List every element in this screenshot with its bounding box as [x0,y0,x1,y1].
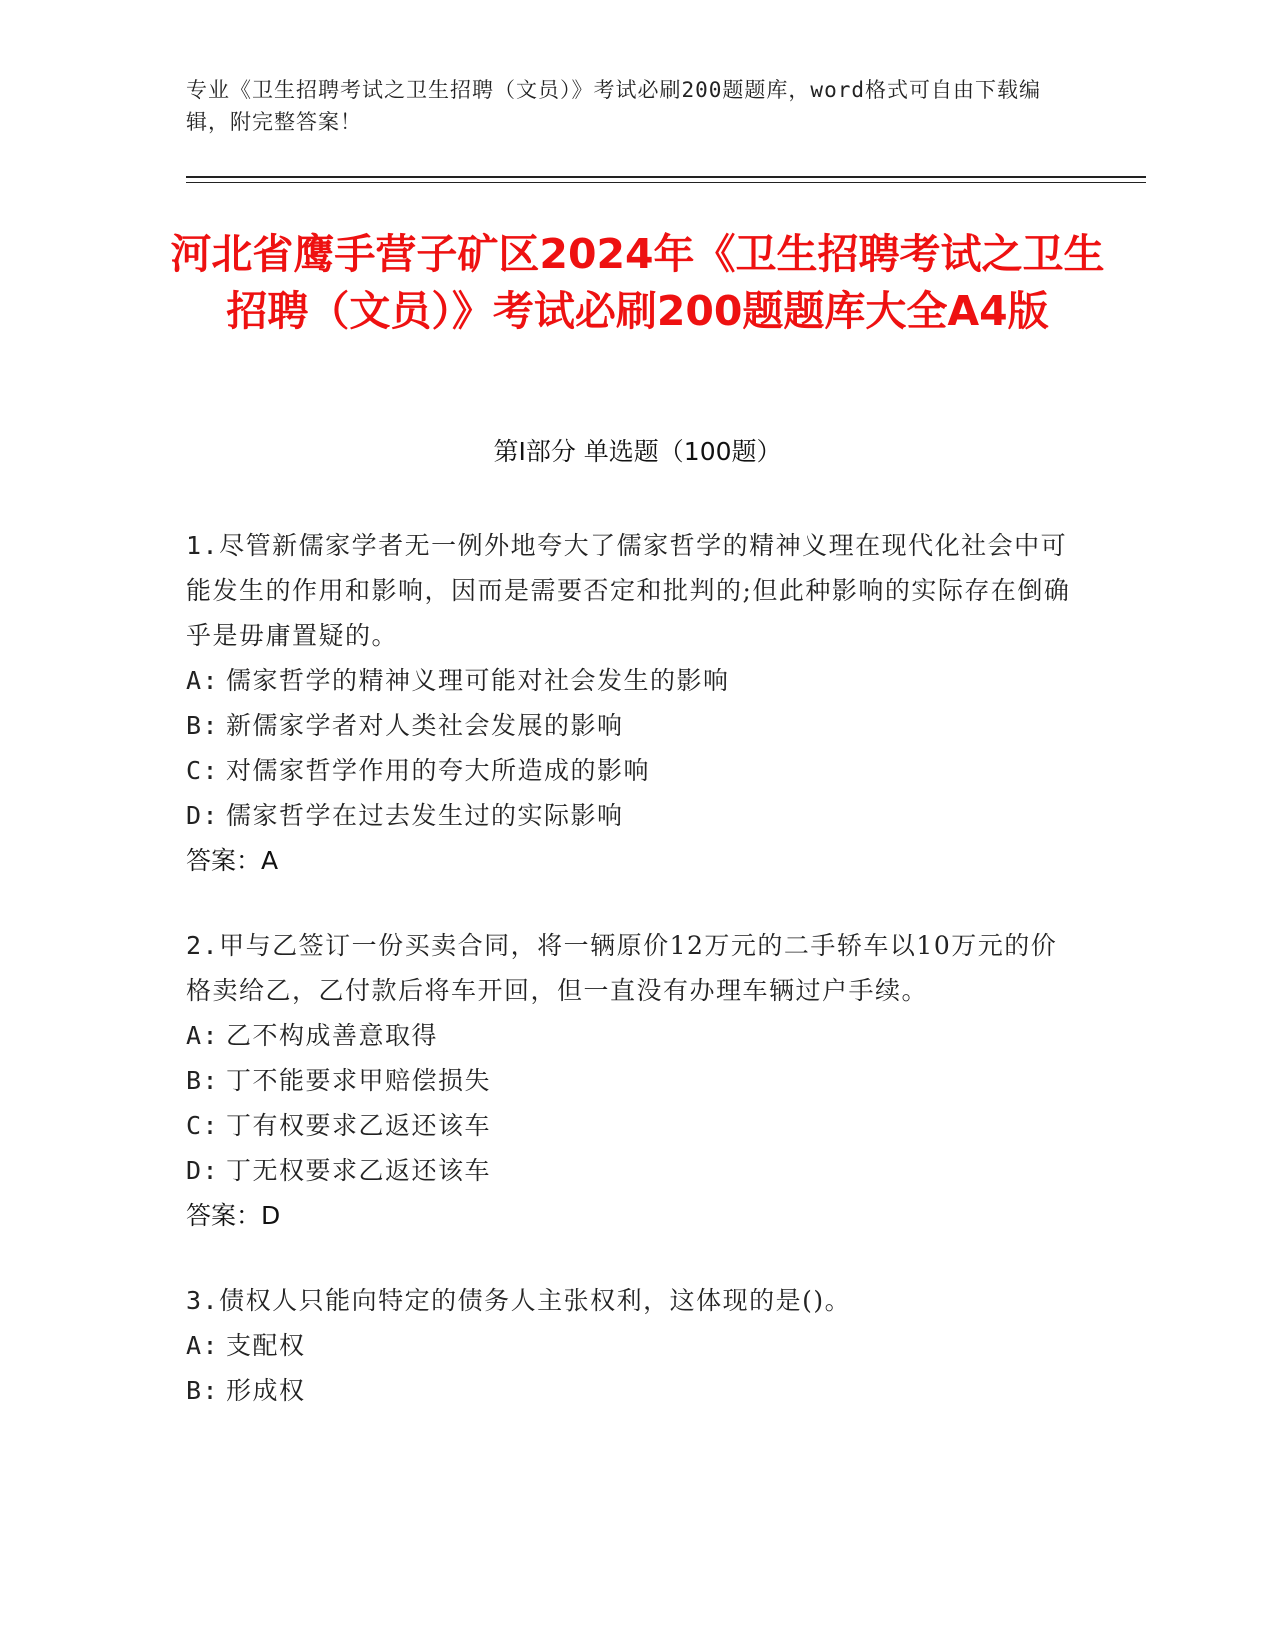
question-number: 1. [186,531,220,560]
option-a [186,658,1076,703]
document-title: 河北省鹰手营子矿区2024年《卫生招聘考试之卫生招聘（文员）》考试必刷200题题库大全A4版 [170,230,1105,335]
option-c [186,1103,1076,1148]
option-text: 丁有权要求乙返还该车 [226,1111,492,1140]
question-text: 甲与乙签订一份买卖合同，将一辆原价12万元的二手轿车以10万元的价格卖给乙，乙付款后将车开回，但一直没有办理车辆过户手续。 [186,931,1058,1005]
header-rule-thick [186,176,1146,178]
question-text: 债权人只能向特定的债务人主张权利，这体现的是()。 [219,1286,852,1315]
header-rule-thin [186,182,1146,183]
option-b [186,1058,1076,1103]
question-stem [186,1278,1076,1323]
question-text: 尽管新儒家学者无一例外地夸大了儒家哲学的精神义理在现代化社会中可能发生的作用和影响，因而是需要否定和批判的;但此种影响的实际存在倒确乎是毋庸置疑的。 [186,531,1071,650]
question-1 [186,523,1076,883]
option-letter: B: [186,711,220,740]
option-letter: D: [186,1156,220,1185]
option-letter: B: [186,1066,220,1095]
option-text: 乙不构成善意取得 [226,1021,439,1050]
option-letter: C: [186,1111,220,1140]
question-number: 3. [186,1286,220,1315]
question-stem [186,523,1076,658]
option-text: 新儒家学者对人类社会发展的影响 [226,711,624,740]
option-text: 丁无权要求乙返还该车 [226,1156,492,1185]
option-text: 儒家哲学的精神义理可能对社会发生的影响 [226,666,730,695]
option-text: 对儒家哲学作用的夸大所造成的影响 [226,756,651,785]
question-number: 2. [186,931,220,960]
option-letter: D: [186,801,220,830]
question-2 [186,923,1076,1238]
answer-line: 答案：A [186,846,279,875]
option-d [186,793,1076,838]
option-b [186,1368,1076,1413]
option-letter: B: [186,1376,220,1405]
option-a [186,1013,1076,1058]
option-b [186,703,1076,748]
option-letter: A: [186,1331,220,1360]
option-text: 支配权 [226,1331,306,1360]
option-c [186,748,1076,793]
option-letter: C: [186,756,220,785]
option-text: 丁不能要求甲赔偿损失 [226,1066,492,1095]
question-stem [186,923,1076,1013]
section-heading: 第Ⅰ部分 单选题（100题） [493,437,782,466]
option-a [186,1323,1076,1368]
question-list [186,523,1076,1433]
header-note: 专业《卫生招聘考试之卫生招聘（文员）》考试必刷200题题库，word格式可自由下载编辑，附完整答案！ [186,78,1041,134]
option-letter: A: [186,1021,220,1050]
option-letter: A: [186,666,220,695]
question-3 [186,1278,1076,1413]
answer-line: 答案：D [186,1201,281,1230]
option-text: 形成权 [226,1376,306,1405]
option-d [186,1148,1076,1193]
option-text: 儒家哲学在过去发生过的实际影响 [226,801,624,830]
